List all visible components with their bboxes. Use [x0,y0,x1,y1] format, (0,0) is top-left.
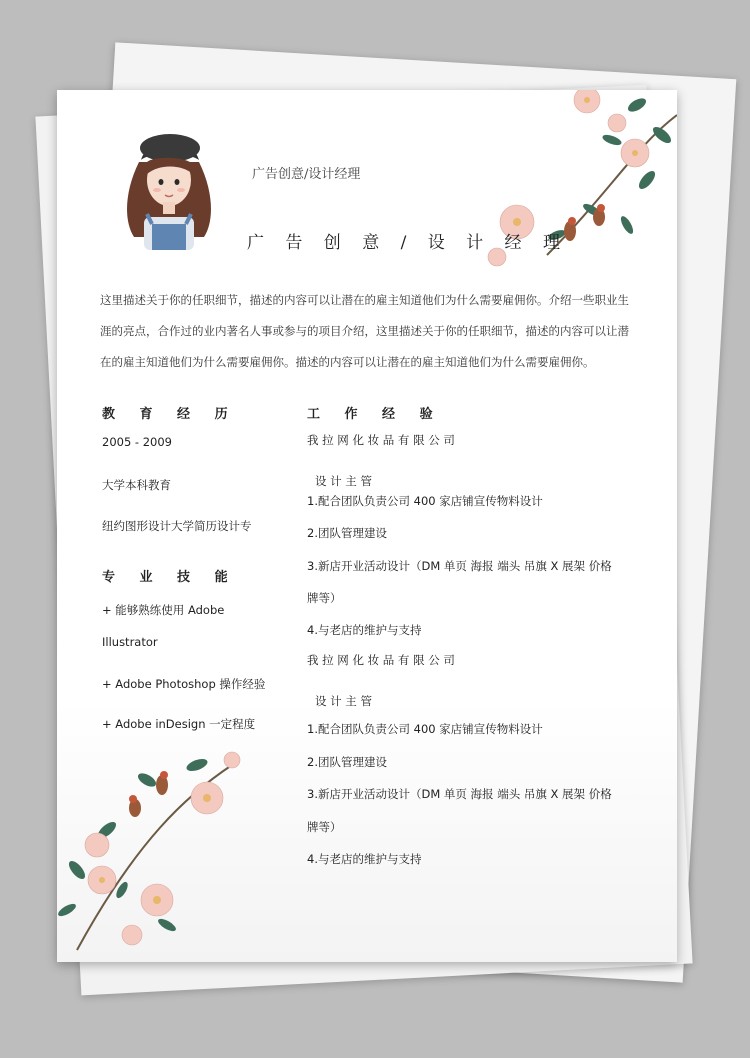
intro-paragraph: 这里描述关于你的任职细节，描述的内容可以让潜在的雇主知道他们为什么需要雇佣你。介绍一些职业生涯的亮点，合作过的业内著名人事或参与的项目介绍，这里描述关于你的任职细节，描述的内容可以让潜在的雇主知道他们为什么需要雇佣你。描述的内容可以让潜在的雇主知道他们为什么需要雇佣你。 [100,293,629,369]
skill-item: + 能够熟练使用 Adobe [102,603,225,617]
job-duty: 1.配合团队负责公司 400 家店铺宣传物料设计 [307,494,543,508]
avatar [119,122,219,250]
job-role: 设 计 主 管 [315,694,372,708]
flower-branch-top-right [487,90,677,285]
header-subtitle: 广告创意/设计经理 [252,167,361,182]
bird-icon [564,204,605,241]
education-period: 2005 - 2009 [102,435,172,449]
education-degree: 大学本科教育 [102,478,171,492]
job-duty: 2.团队管理建设 [307,526,387,540]
job-duty: 3.新店开业活动设计（DM 单页 海报 端头 吊旗 X 展架 价格 [307,559,612,573]
skill-item: + Adobe inDesign 一定程度 [102,717,256,731]
skill-item: + Adobe Photoshop 操作经验 [102,677,266,691]
skills-heading: 专 业 技 能 [102,570,238,585]
job-duty: 1.配合团队负责公司 400 家店铺宣传物料设计 [307,722,543,736]
resume-page [57,90,677,962]
job-company: 我 拉 网 化 妆 品 有 限 公 司 [307,433,455,447]
job-company: 我 拉 网 化 妆 品 有 限 公 司 [307,653,455,667]
job-duty: 3.新店开业活动设计（DM 单页 海报 端头 吊旗 X 展架 价格 [307,787,612,801]
job-role: 设 计 主 管 [315,474,372,488]
job-duty: 牌等） [307,591,342,605]
education-heading: 教 育 经 历 [102,407,238,422]
skill-item: Illustrator [102,635,158,649]
work-heading: 工 作 经 验 [307,407,443,422]
job-duty: 4.与老店的维护与支持 [307,852,422,866]
flower-branch-bottom-left [57,750,247,962]
page-title: 广 告 创 意 / 设 计 经 理 [247,233,568,253]
job-duty: 4.与老店的维护与支持 [307,623,422,637]
job-duty: 牌等） [307,820,342,834]
job-duty: 2.团队管理建设 [307,755,387,769]
education-school: 纽约图形设计大学简历设计专 [102,519,252,533]
